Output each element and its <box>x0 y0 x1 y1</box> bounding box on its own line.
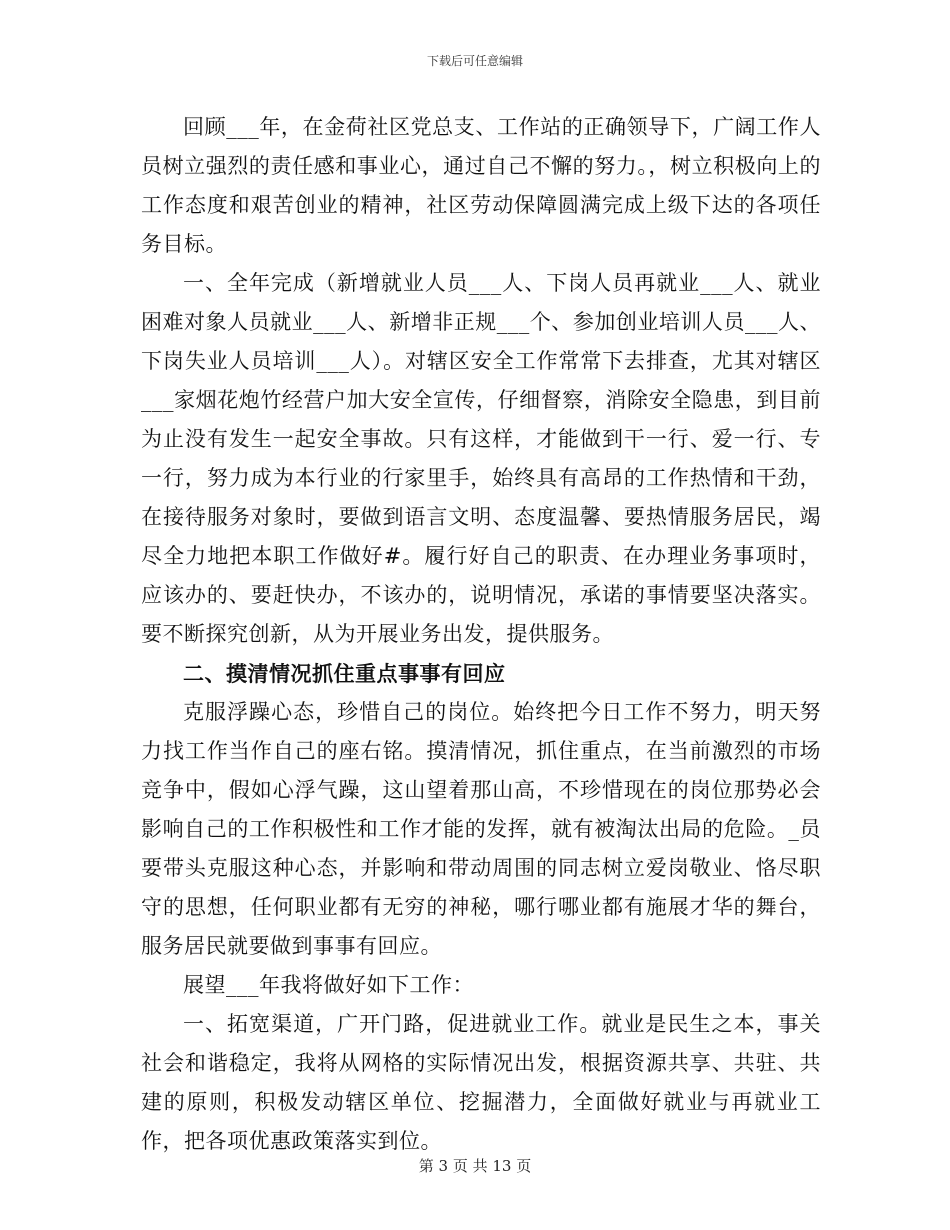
page-header-note: 下载后可任意编辑 <box>426 54 523 68</box>
paragraph-employment: 一、拓宽渠道，广开门路，促进就业工作。就业是民生之本，事关社会和谐稳定，我将从网格的实际情况出发，根据资源共享、共驻、共建的原则，积极发动辖区单位、挖掘潜力，全面做好就业与再就业工作，把各项优惠政策落实到位。 <box>141 1012 821 1153</box>
document-body <box>141 108 821 1161</box>
section-heading-two: 二、摸清情况抓住重点事事有回应 <box>183 661 506 686</box>
paragraph-annual-results: 一、全年完成（新增就业人员___人、下岗人员再就业___人、就业困难对象人员就业___人、新增非正规___个、参加创业培训人员___人、下岗失业人员培训___人）。对辖区安全工作常常下去排查，尤其对辖区___家烟花炮竹经营户加大安全宣传，仔细督察，消除安全隐患，到目前为止没有发生一起安全事故。只有这样，才能做到干一行、爱一行、专一行，努力成为本行业的行家里手，始终具有高昂的工作热情和干劲，在接待服务对象时，要做到语言文明、态度温馨、要热情服务居民，竭尽全力地把本职工作做好#。履行好自己的职责、在办理业务事项时，应该办的、要赶快办，不该办的，说明情况，承诺的事情要坚决落实。要不断探究创新，从为开展业务出发，提供服务。 <box>141 271 821 646</box>
paragraph-overcome-impetuosity: 克服浮躁心态，珍惜自己的岗位。始终把今日工作不努力，明天努力找工作当作自己的座右铭。摸清情况，抓住重点，在当前激烈的市场竞争中，假如心浮气躁，这山望着那山高，不珍惜现在的岗位那势必会影响自己的工作积极性和工作才能的发挥，就有被淘汰出局的危险。_员要带头克服这种心态，并影响和带动周围的同志树立爱岗敬业、恪尽职守的思想，任何职业都有无穷的神秘，哪行哪业都有施展才华的舞台，服务居民就要做到事事有回应。 <box>141 700 821 958</box>
page-number: 第 3 页 共 13 页 <box>418 1157 532 1175</box>
paragraph-outlook: 展望___年我将做好如下工作： <box>183 973 474 997</box>
paragraph-review: 回顾___年，在金荷社区党总支、工作站的正确领导下，广阔工作人员树立强烈的责任感和事业心，通过自己不懈的努力。，树立积极向上的工作态度和艰苦创业的精神，社区劳动保障圆满完成上级下达的各项任务目标。 <box>141 115 821 256</box>
